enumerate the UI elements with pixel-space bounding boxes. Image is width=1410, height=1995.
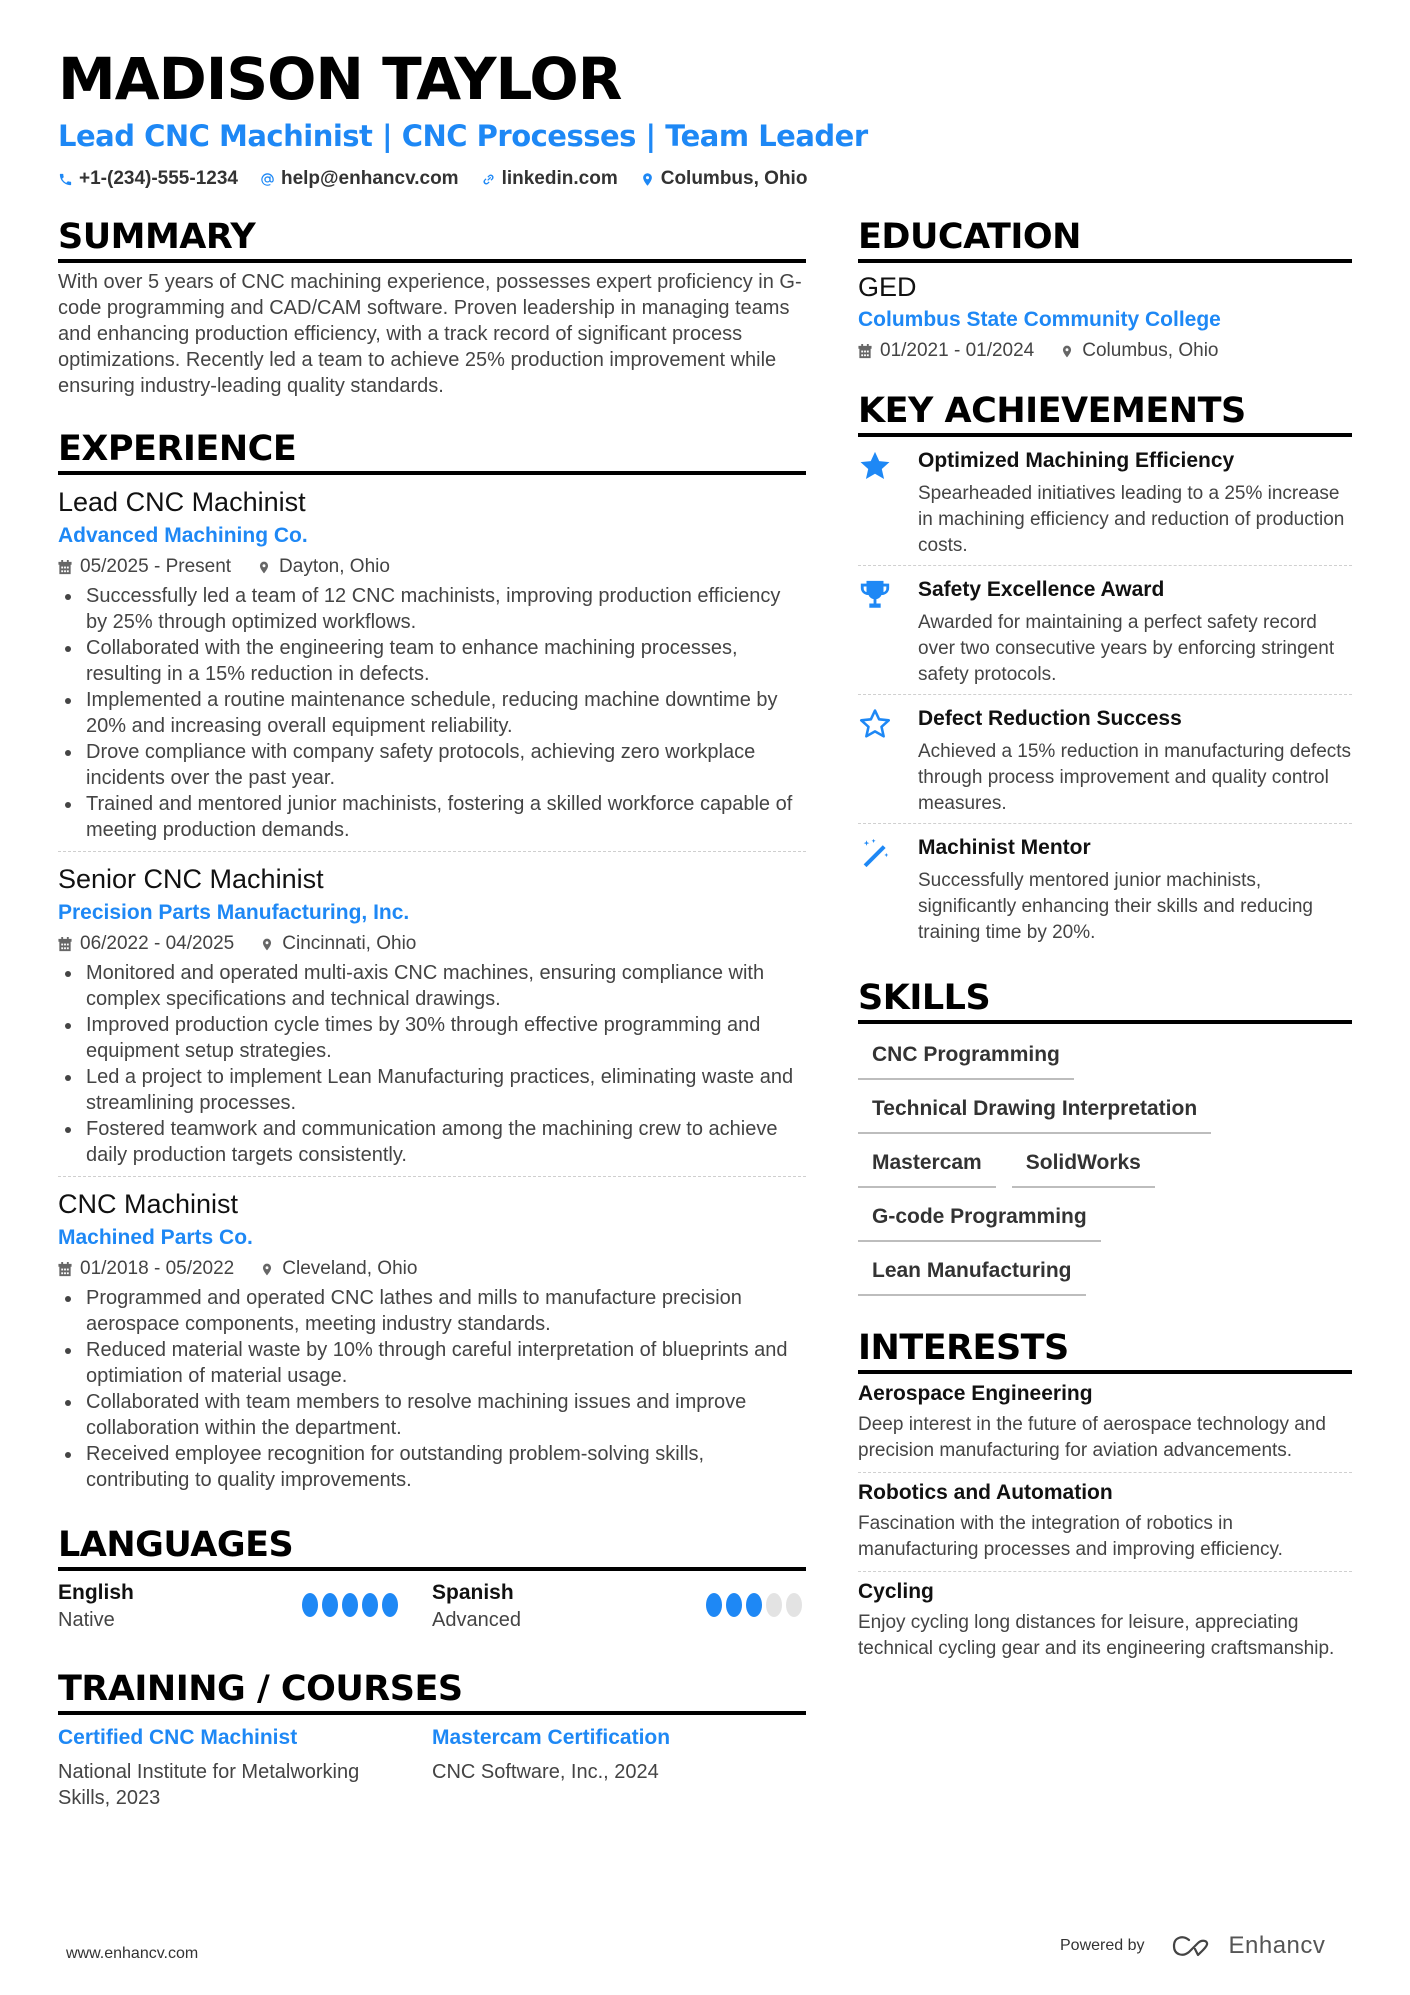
link-icon xyxy=(481,172,496,187)
calendar-icon xyxy=(58,560,72,575)
achievement-item xyxy=(858,437,1352,566)
job-bullets xyxy=(58,960,806,1168)
powered-by-label: Powered by xyxy=(1060,1937,1145,1954)
dot-empty xyxy=(786,1593,802,1617)
language-item xyxy=(58,1579,432,1633)
job-location: Cleveland, Ohio xyxy=(282,1258,418,1279)
trophy-icon xyxy=(858,578,892,612)
achievement-title: Optimized Machining Efficiency xyxy=(918,449,1235,472)
bullet: Improved production cycle times by 30% through effective programming and equipment setup strategies. xyxy=(58,1012,806,1064)
contact-phone[interactable] xyxy=(58,168,238,190)
interest-desc: Enjoy cycling long distances for leisure, appreciating technical cycling gear and its engineering craftsmanship. xyxy=(858,1612,1335,1659)
proficiency-dots xyxy=(302,1593,398,1633)
location-icon xyxy=(1060,344,1074,359)
dot-filled xyxy=(342,1593,358,1617)
section-title-training: TRAINING / COURSES xyxy=(58,1667,806,1715)
skills-section xyxy=(858,976,1352,1296)
interest-desc: Fascination with the integration of robotics in manufacturing processes and improving efficiency. xyxy=(858,1513,1283,1560)
dot-filled xyxy=(726,1593,742,1617)
section-title-languages: LANGUAGES xyxy=(58,1523,806,1571)
section-title-education: EDUCATION xyxy=(858,215,1352,263)
left-column xyxy=(58,215,806,1833)
job-meta xyxy=(58,1255,806,1283)
course-title: Mastercam Certification xyxy=(432,1726,671,1749)
contact-linkedin[interactable] xyxy=(481,168,618,190)
job-title: Senior CNC Machinist xyxy=(58,864,324,894)
bullet: Drove compliance with company safety protocols, achieving zero workplace incidents over the past year. xyxy=(58,739,806,791)
language-list xyxy=(58,1579,806,1633)
edu-dates: 01/2021 - 01/2024 xyxy=(880,340,1035,361)
dot-filled xyxy=(382,1593,398,1617)
language-item xyxy=(432,1579,806,1633)
bullet: Programmed and operated CNC lathes and mills to manufacture precision aerospace components, meeting industry standards. xyxy=(58,1285,806,1337)
interest-item xyxy=(858,1374,1352,1473)
section-title-summary: SUMMARY xyxy=(58,215,806,263)
interest-title: Aerospace Engineering xyxy=(858,1382,1093,1405)
edu-meta xyxy=(858,337,1352,365)
dot-filled xyxy=(746,1593,762,1617)
job-entry xyxy=(58,1177,806,1501)
contact-email[interactable] xyxy=(260,168,459,190)
achievement-item xyxy=(858,695,1352,824)
bullet: Successfully led a team of 12 CNC machinists, improving production efficiency by 25% through optimized workflows. xyxy=(58,583,806,635)
email-text: help@enhancv.com xyxy=(280,168,459,189)
language-level: Advanced xyxy=(432,1609,521,1631)
dot-filled xyxy=(302,1593,318,1617)
job-bullets xyxy=(58,1285,806,1493)
brand-name: Enhancv xyxy=(1228,1932,1326,1959)
job-bullets xyxy=(58,583,806,843)
job-dates: 05/2025 - Present xyxy=(80,556,232,577)
interest-title: Cycling xyxy=(858,1580,934,1603)
achievements-section xyxy=(858,389,1352,952)
contact-bar xyxy=(58,168,1358,190)
achievement-desc: Achieved a 15% reduction in manufacturing defects through process improvement and quality control measures. xyxy=(918,741,1352,814)
interests-section xyxy=(858,1326,1352,1670)
candidate-tagline: Lead CNC Machinist | CNC Processes | Team Leader xyxy=(58,119,868,153)
resume-header xyxy=(58,44,1358,190)
location-icon xyxy=(640,172,655,187)
achievement-title: Machinist Mentor xyxy=(918,836,1091,859)
edu-degree: GED xyxy=(858,272,917,302)
achievement-title: Defect Reduction Success xyxy=(918,707,1182,730)
summary-text: With over 5 years of CNC machining experience, possesses expert proficiency in G-code programming and CAD/CAM software. Proven leadership in managing teams and enhancing production efficiency, with a track record of significant process optimizations. Recently led a team to achieve 25% production improvement while ensuring industry-leading quality standards. xyxy=(58,271,802,397)
company-name: Machined Parts Co. xyxy=(58,1226,253,1249)
candidate-name: MADISON TAYLOR xyxy=(58,45,622,113)
job-dates: 06/2022 - 04/2025 xyxy=(80,933,235,954)
skill-tag: SolidWorks xyxy=(1012,1142,1155,1188)
bullet: Trained and mentored junior machinists, fostering a skilled workforce capable of meeting production demands. xyxy=(58,791,806,843)
section-title-achievements: KEY ACHIEVEMENTS xyxy=(858,389,1352,437)
bullet: Received employee recognition for outstanding problem-solving skills, contributing to quality improvements. xyxy=(58,1441,806,1493)
job-location: Dayton, Ohio xyxy=(279,556,390,577)
dot-filled xyxy=(322,1593,338,1617)
skill-tag: Mastercam xyxy=(858,1142,996,1188)
skill-list xyxy=(858,1034,1352,1296)
summary-section xyxy=(58,215,806,399)
phone-icon xyxy=(58,172,73,187)
star-filled-icon xyxy=(858,449,892,483)
job-title: CNC Machinist xyxy=(58,1189,239,1219)
calendar-icon xyxy=(58,1262,72,1277)
footer-website[interactable]: www.enhancv.com xyxy=(66,1945,199,1962)
at-icon xyxy=(260,172,275,187)
interest-item xyxy=(858,1473,1352,1572)
company-name: Precision Parts Manufacturing, Inc. xyxy=(58,901,410,924)
language-name: English xyxy=(58,1581,134,1604)
dot-filled xyxy=(706,1593,722,1617)
star-outline-icon xyxy=(858,707,892,741)
linkedin-text: linkedin.com xyxy=(501,168,618,189)
bullet: Reduced material waste by 10% through careful interpretation of blueprints and optimiation of material usage. xyxy=(58,1337,806,1389)
location-icon xyxy=(260,1262,274,1277)
edu-location: Columbus, Ohio xyxy=(1082,340,1219,361)
achievement-title: Safety Excellence Award xyxy=(918,578,1165,601)
course-desc: National Institute for Metalworking Skills, 2023 xyxy=(58,1761,360,1809)
course-title: Certified CNC Machinist xyxy=(58,1726,298,1749)
bullet: Collaborated with team members to resolve machining issues and improve collaboration within the department. xyxy=(58,1389,806,1441)
bullet: Implemented a routine maintenance schedule, reducing machine downtime by 20% and increasing overall equipment reliability. xyxy=(58,687,806,739)
job-entry xyxy=(58,852,806,1177)
dot-filled xyxy=(362,1593,378,1617)
skill-tag: G-code Programming xyxy=(858,1196,1101,1242)
skill-tag: Technical Drawing Interpretation xyxy=(858,1088,1211,1134)
job-dates: 01/2018 - 05/2022 xyxy=(80,1258,235,1279)
training-section xyxy=(58,1667,806,1811)
job-meta xyxy=(58,930,806,958)
enhancv-logo-icon xyxy=(1171,1934,1219,1958)
location-icon xyxy=(257,560,271,575)
bullet: Led a project to implement Lean Manufacturing practices, eliminating waste and streamlining processes. xyxy=(58,1064,806,1116)
location-icon xyxy=(260,937,274,952)
language-name: Spanish xyxy=(432,1581,514,1604)
course-list xyxy=(58,1723,806,1811)
section-title-interests: INTERESTS xyxy=(858,1326,1352,1374)
edu-school: Columbus State Community College xyxy=(858,308,1221,331)
section-title-experience: EXPERIENCE xyxy=(58,427,806,475)
footer-branding xyxy=(1060,1932,1325,1960)
interest-item xyxy=(858,1572,1352,1670)
contact-location xyxy=(640,168,808,190)
skill-tag: Lean Manufacturing xyxy=(858,1250,1086,1296)
job-title: Lead CNC Machinist xyxy=(58,487,306,517)
skill-tag: CNC Programming xyxy=(858,1034,1074,1080)
languages-section xyxy=(58,1523,806,1633)
course-item xyxy=(58,1723,432,1811)
bullet: Fostered teamwork and communication among the machining crew to achieve daily production targets consistently. xyxy=(58,1116,806,1168)
interest-desc: Deep interest in the future of aerospace technology and precision manufacturing for aviation advancements. xyxy=(858,1414,1326,1461)
section-title-skills: SKILLS xyxy=(858,976,1352,1024)
achievement-item xyxy=(858,566,1352,695)
job-location: Cincinnati, Ohio xyxy=(282,933,417,954)
calendar-icon xyxy=(858,344,872,359)
magic-wand-icon xyxy=(858,836,892,870)
course-desc: CNC Software, Inc., 2024 xyxy=(432,1761,659,1783)
bullet: Collaborated with the engineering team to enhance machining processes, resulting in a 15% reduction in defects. xyxy=(58,635,806,687)
achievement-desc: Awarded for maintaining a perfect safety record over two consecutive years by enforcing stringent safety protocols. xyxy=(918,612,1335,685)
bullet: Monitored and operated multi-axis CNC machines, ensuring compliance with complex specifications and technical drawings. xyxy=(58,960,806,1012)
right-column xyxy=(858,215,1352,1692)
phone-text: +1-(234)-555-1234 xyxy=(79,168,238,189)
education-section xyxy=(858,215,1352,365)
proficiency-dots xyxy=(706,1593,802,1633)
company-name: Advanced Machining Co. xyxy=(58,524,308,547)
job-entry xyxy=(58,475,806,852)
achievement-desc: Successfully mentored junior machinists, significantly enhancing their skills and reducing training time by 20%. xyxy=(918,870,1314,943)
enhancv-logo[interactable] xyxy=(1171,1932,1326,1960)
achievement-desc: Spearheaded initiatives leading to a 25% increase in machining efficiency and reduction of production costs. xyxy=(918,483,1345,556)
achievement-item xyxy=(858,824,1352,952)
dot-empty xyxy=(766,1593,782,1617)
course-item xyxy=(432,1723,806,1811)
calendar-icon xyxy=(58,937,72,952)
experience-section xyxy=(58,427,806,1501)
job-meta xyxy=(58,553,806,581)
interest-title: Robotics and Automation xyxy=(858,1481,1113,1504)
language-level: Native xyxy=(58,1609,115,1631)
location-text: Columbus, Ohio xyxy=(660,168,808,189)
